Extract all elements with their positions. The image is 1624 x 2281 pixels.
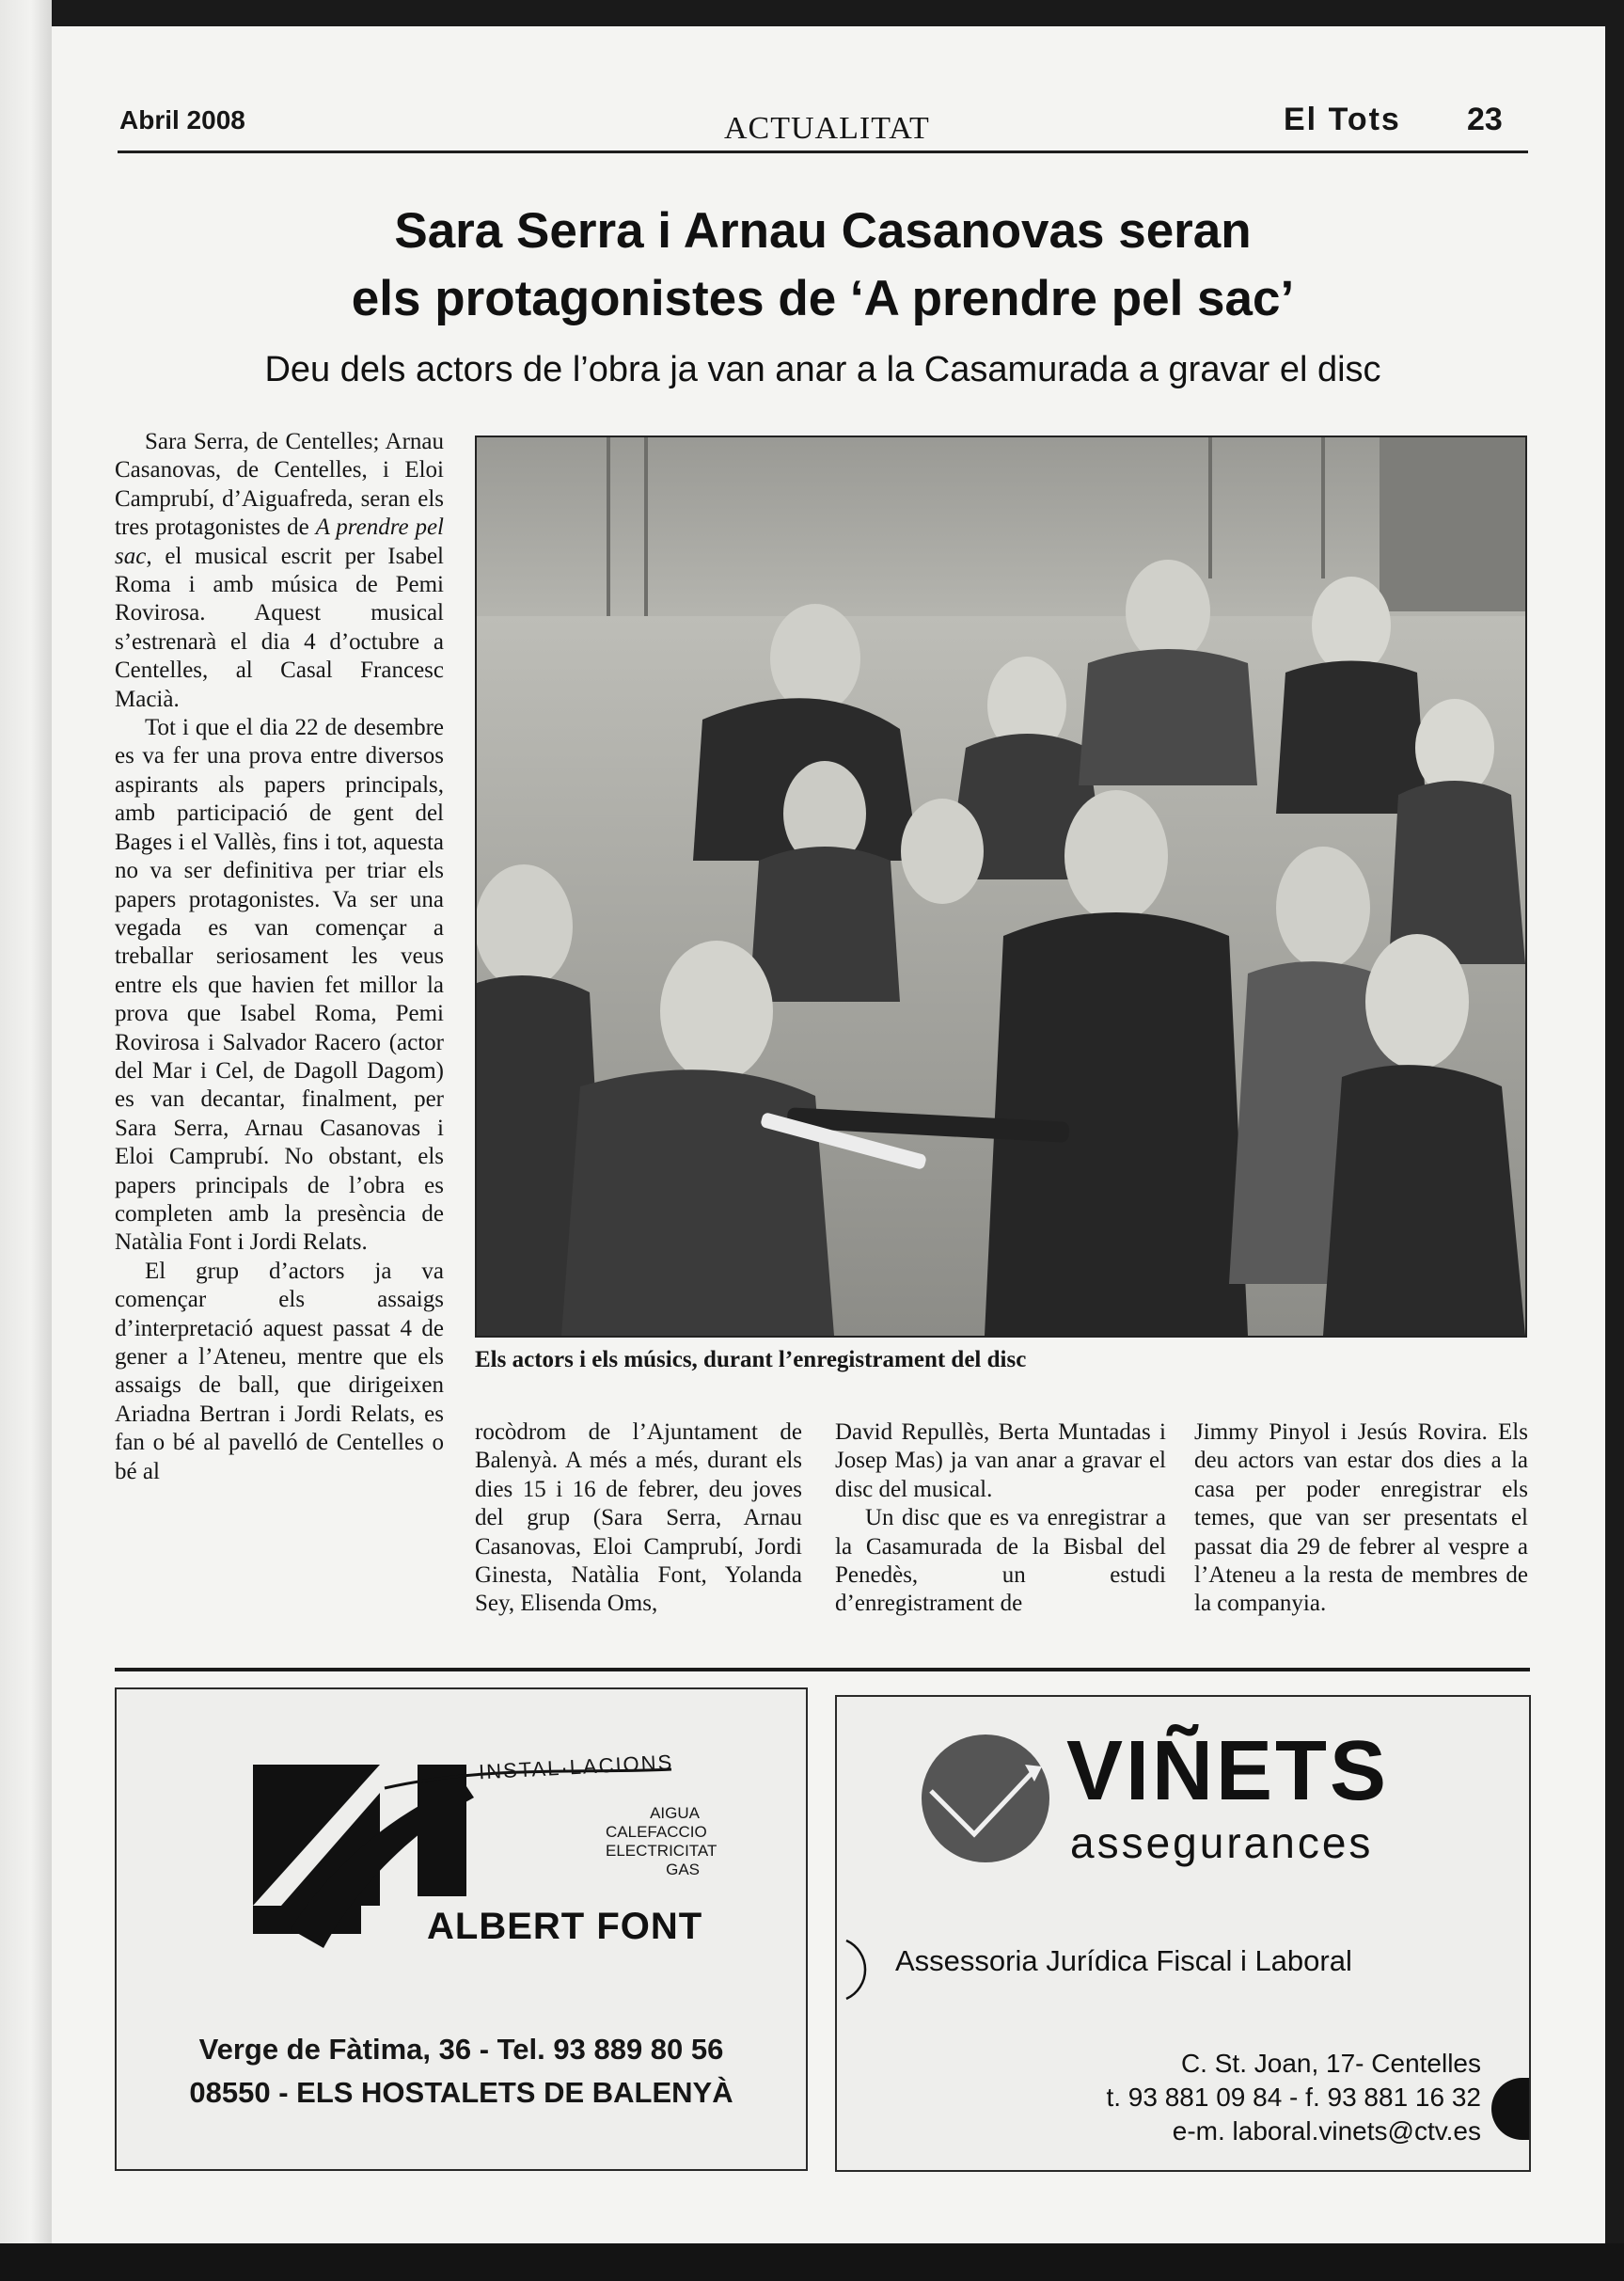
- issue-date: Abril 2008: [119, 105, 245, 135]
- paragraph-4-end: Jimmy Pinyol i Jesús Rovira. Els deu actors van estar dos dies a la casa per poder enregistrar els temes, que van ser presentats el passat dia 29 de febrer al vespre a l’Ateneu a la resta de membres de la companyia.: [1194, 1419, 1528, 1617]
- installations-label: INSTAL·LACIONS: [478, 1750, 674, 1784]
- bracket-arc-icon: [837, 1937, 893, 2003]
- photo-caption: Els actors i els músics, durant l’enregistrament del disc: [475, 1347, 1027, 1372]
- services-list: [606, 1804, 717, 1879]
- paragraph-3-middle: rocòdrom de l’Ajuntament de Balenyà. A més a més, durant els dies 15 i 16 de febrer, deu joves del grup (Sara Serra, Arnau Casanovas, Eloi Camprubí, Jordi Ginesta, Natàlia Font, Yolanda Sey, Elisenda Oms,: [475, 1419, 802, 1617]
- black-half-circle-icon: [1491, 2078, 1529, 2140]
- facing-page-edge: [0, 0, 52, 2281]
- service-item: AIGUA: [650, 1804, 700, 1822]
- article-column-3: [835, 1418, 1166, 1619]
- vinets-email: e-m. laboral.vinets@ctv.es: [1172, 2116, 1481, 2146]
- vinets-subtitle: assegurances: [1070, 1818, 1374, 1867]
- article-column-4: [1194, 1418, 1528, 1619]
- page-number: 23: [1467, 102, 1503, 137]
- paragraph-3-start: El grup d’actors ja va començar els assaigs d’interpretació aquest passat 4 de gener a l’Ateneu, mentre que els assaigs de ball, que dirigeixen Ariadna Bertran i Jordi Relats, es fan o bé al pavelló de Centelles o bé al: [115, 1258, 444, 1484]
- article-column-2: [475, 1418, 802, 1619]
- address-line: 08550 - ELS HOSTALETS DE BALENYÀ: [189, 2076, 733, 2109]
- vinets-check-logo-icon: [920, 1733, 1051, 1864]
- vinets-name: VIÑETS: [1066, 1724, 1390, 1818]
- magazine-name: El Tots: [1284, 102, 1401, 137]
- article-subheadline: Deu dels actors de l’obra ja van anar a la Casamurada a gravar el disc: [264, 350, 1381, 389]
- article-column-1: [115, 428, 444, 1486]
- vinets-phones: t. 93 881 09 84 - f. 93 881 16 32: [1106, 2083, 1481, 2112]
- paragraph-4-start: Un disc que es va enregistrar a la Casamurada de la Bisbal del Penedès, un estudi d’enregistrament de: [835, 1505, 1166, 1617]
- albert-font-address: [117, 2028, 806, 2115]
- service-item: ELECTRICITAT: [606, 1842, 717, 1860]
- article-headline: [118, 198, 1528, 333]
- paragraph-1: Sara Serra, de Centelles; Arnau Casanovas, de Centelles, i Eloi Camprubí, d’Aiguafreda, seran els tres protagonistes de A prendre pel sac, el musical escrit per Isabel Roma i amb música de Pemi Rovirosa. Aquest musical s’estrenarà el dia 4 d’octubre a Centelles, al Casal Francesc Macià.: [115, 429, 444, 712]
- group-photo-illustration: [477, 437, 1525, 1336]
- service-item: CALEFACCIO: [606, 1823, 707, 1841]
- albert-font-advert: [115, 1687, 808, 2171]
- service-item: GAS: [666, 1861, 700, 1878]
- header-rule: [118, 150, 1528, 153]
- section-title: ACTUALITAT: [724, 111, 930, 146]
- headline-line-1: Sara Serra i Arnau Casanovas seran: [394, 203, 1252, 259]
- scan-background: [0, 2243, 1624, 2281]
- vinets-advert: [835, 1695, 1531, 2172]
- headline-line-2: els protagonistes de ‘A prendre pel sac’: [351, 271, 1295, 326]
- vinets-contact: [978, 2047, 1481, 2148]
- article-photo: [475, 436, 1527, 1338]
- albert-font-name: ALBERT FONT: [427, 1906, 703, 1947]
- vinets-tagline: Assessoria Jurídica Fiscal i Laboral: [895, 1944, 1352, 1977]
- paragraph-3-end: David Repullès, Berta Muntadas i Josep Mas) ja van anar a gravar el disc del musical.: [835, 1419, 1166, 1502]
- vinets-address: C. St. Joan, 17- Centelles: [1180, 2049, 1481, 2078]
- address-line: Verge de Fàtima, 36 - Tel. 93 889 80 56: [198, 2033, 724, 2066]
- ads-separator-rule: [115, 1668, 1530, 1671]
- paragraph-2: Tot i que el dia 22 de desembre es va fer una prova entre diversos aspirants als papers principals, amb participació de gent del Bages i el Vallès, fins i tot, aquesta no va ser definitiva per triar els papers protagonistes. Va ser una vegada es van començar a treballar seriosament les veus entre els que havien fet millor la prova que Isabel Roma, Pemi Rovirosa i Salvador Racero (actor del Mar i Cel, de Dagoll Dagom) es van decantar, finalment, per Sara Serra, Arnau Casanovas i Eloi Camprubí. No obstant, els papers principals de l’obra es completen amb la presència de Natàlia Font i Jordi Relats.: [115, 715, 444, 1256]
